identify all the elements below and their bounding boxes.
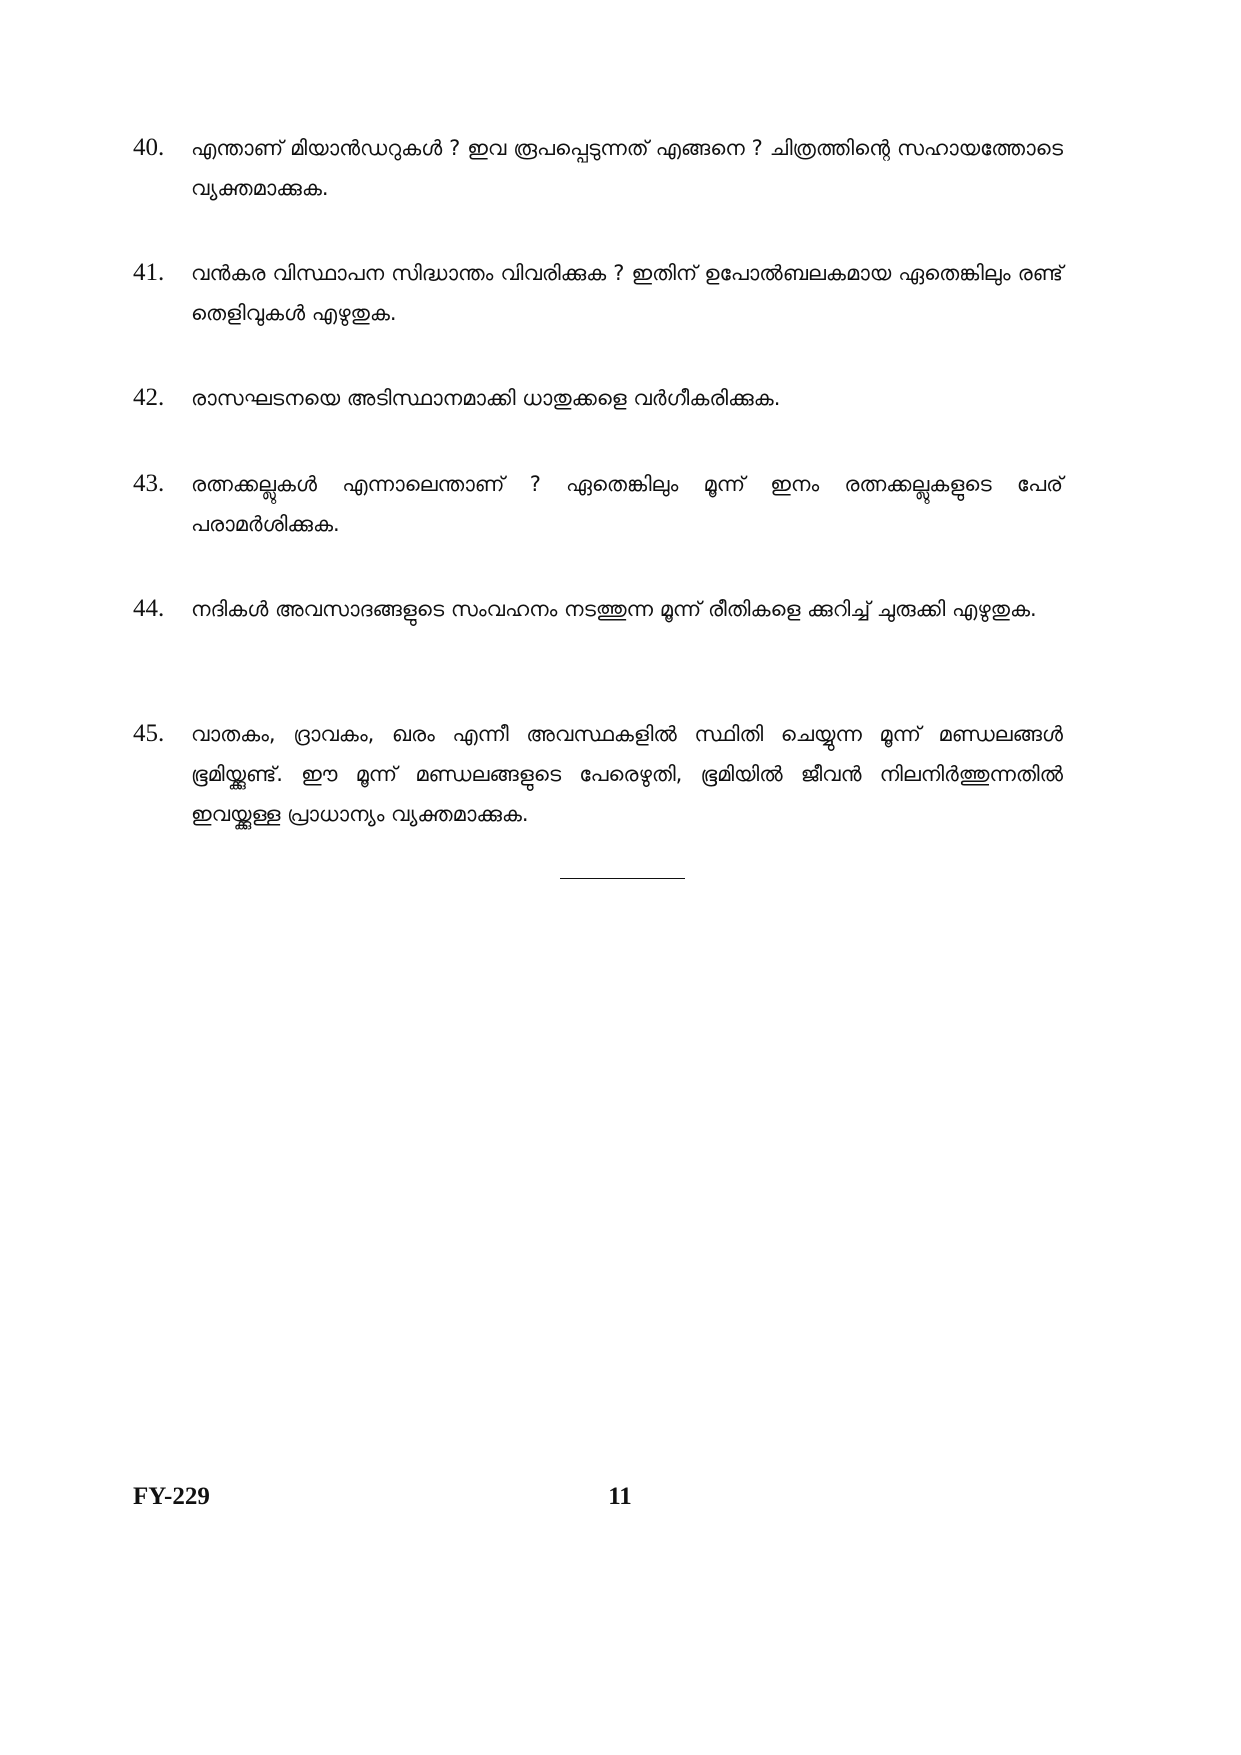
question-number: 42.	[133, 384, 165, 411]
question-text: രാസഘടനയെ അടിസ്ഥാനമാക്കി ധാതുക്കളെ വർഗീകരിക്കുക.	[191, 386, 781, 410]
question-41	[133, 253, 1063, 333]
question-45	[133, 714, 1063, 834]
end-of-questions-rule	[560, 878, 685, 879]
question-text: വൻകര വിസ്ഥാപന സിദ്ധാന്തം വിവരിക്കുക ? ഇതിന് ഉപോൽബലകമായ ഏതെങ്കിലും രണ്ട് തെളിവുകൾ എഴുതുക.	[191, 261, 1063, 325]
question-text: രത്നക്കല്ലുകൾ എന്നാലെന്താണ് ? ഏതെങ്കിലും മൂന്ന് ഇനം രത്നക്കല്ലുകളുടെ പേര് പരാമർശിക്കുക.	[191, 472, 1063, 536]
question-number: 44.	[133, 595, 165, 622]
question-list	[133, 128, 1063, 826]
question-text: നദികൾ അവസാദങ്ങളുടെ സംവഹനം നടത്തുന്ന മൂന്ന് രീതികളെ ക്കുറിച്ച് ചുരുക്കി എഴുതുക.	[191, 597, 1037, 621]
question-number: 41.	[133, 259, 165, 286]
question-44	[133, 589, 1063, 629]
question-43	[133, 464, 1063, 544]
page-number: 11	[608, 1483, 632, 1510]
question-40	[133, 128, 1063, 208]
question-number: 40.	[133, 134, 165, 161]
question-number: 43.	[133, 470, 165, 497]
paper-code: FY-229	[133, 1483, 210, 1510]
question-number: 45.	[133, 720, 165, 747]
question-text: എന്താണ് മിയാൻഡറുകൾ ? ഇവ രൂപപ്പെടുന്നത് എങ്ങനെ ? ചിത്രത്തിന്റെ സഹായത്തോടെ വ്യക്തമാക്കുക.	[191, 136, 1063, 200]
question-text: വാതകം, ദ്രാവകം, ഖരം എന്നീ അവസ്ഥകളിൽ സ്ഥിതി ചെയ്യുന്ന മൂന്ന് മണ്ഡലങ്ങൾ ഭൂമിയ്ക്കുണ്ട്. ഈ മൂന്ന് മണ്ഡലങ്ങളുടെ പേരെഴുതി, ഭൂമിയിൽ ജീവൻ നിലനിർത്തുന്നതിൽ ഇവയ്ക്കുള്ള പ്രാധാന്യം വ്യക്തമാക്കുക.	[191, 722, 1063, 826]
question-42	[133, 378, 1063, 418]
